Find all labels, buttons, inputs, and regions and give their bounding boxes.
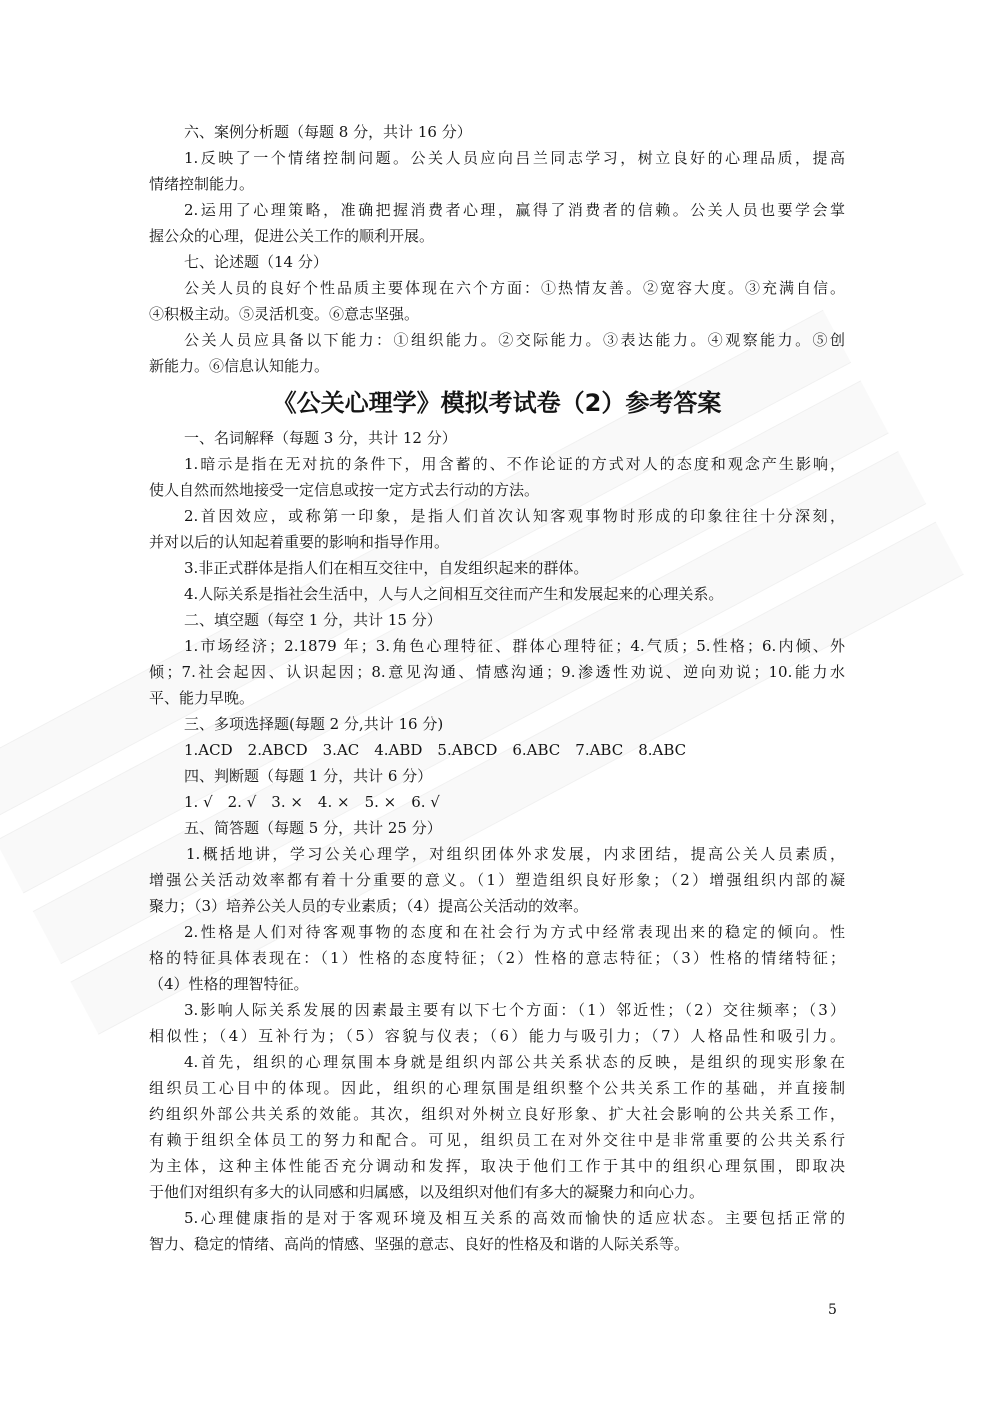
paragraph-line: 倾；7.社会起因、认识起因；8.意见沟通、情感沟通；9.渗透性劝说、逆向劝说；10.能力水	[149, 663, 845, 681]
paragraph-line: 增强公关活动效率都有着十分重要的意义。（1）塑造组织良好形象；（2）增强组织内部的凝	[149, 871, 845, 889]
paragraph-line: 使人自然而然地接受一定信息或按一定方式去行动的方法。	[149, 481, 540, 499]
paragraph-line: 1.市场经济；2.1879 年；3.角色心理特征、群体心理特征；4.气质；5.性格；6.内倾、外	[184, 637, 845, 655]
paragraph-line: 并对以后的认知起着重要的影响和指导作用。	[149, 533, 450, 551]
paragraph-line: 平、能力早晚。	[149, 689, 255, 707]
part2-heading: 二、填空题（每空 1 分，共计 15 分）	[184, 611, 442, 629]
paragraph-line: 组织员工心目中的体现。因此，组织的心理氛围是组织整个公共关系工作的基础，并直接制	[149, 1079, 845, 1097]
paragraph-line: 握公众的心理，促进公关工作的顺利开展。	[149, 227, 435, 245]
paragraph-line: 4.人际关系是指社会生活中，人与人之间相互交往而产生和发展起来的心理关系。	[184, 585, 724, 603]
paragraph-line: 1.概括地讲，学习公关心理学，对组织团体外求发展，内求团结，提高公关人员素质，	[186, 845, 845, 863]
paragraph-line: 情绪控制能力。	[149, 175, 255, 193]
paragraph-line: 2.性格是人们对待客观事物的态度和在社会行为方式中经常表现出来的稳定的倾向。性	[184, 923, 845, 941]
part3-heading: 三、多项选择题(每题 2 分,共计 16 分)	[184, 715, 444, 733]
part5-heading: 五、简答题（每题 5 分，共计 25 分）	[184, 819, 442, 837]
paragraph-line: 格的特征具体表现在：（1）性格的态度特征；（2）性格的意志特征；（3）性格的情绪特征；	[149, 949, 845, 967]
page-number: 5	[828, 1302, 837, 1318]
paragraph-line: 新能力。⑥信息认知能力。	[149, 357, 330, 375]
paragraph-line: 3.非正式群体是指人们在相互交往中，自发组织起来的群体。	[184, 559, 589, 577]
paragraph-line: 聚力；（3）培养公关人员的专业素质；（4）提高公关活动的效率。	[149, 897, 589, 915]
section7-heading: 七、论述题（14 分）	[184, 253, 328, 271]
paragraph-line: 为主体，这种主体性能否充分调动和发挥，取决于他们工作于其中的组织心理氛围，即取决	[149, 1157, 845, 1175]
paragraph-line: 约组织外部公共关系的效能。其次，组织对外树立良好形象、扩大社会影响的公共关系工作，	[149, 1105, 845, 1123]
paragraph-line: 相似性；（4）互补行为；（5）容貌与仪表；（6）能力与吸引力；（7）人格品性和吸引力。	[149, 1027, 845, 1045]
paragraph-line: 4.首先，组织的心理氛围本身就是组织内部公共关系状态的反映，是组织的现实形象在	[184, 1053, 845, 1071]
document-title: 《公关心理学》模拟考试卷（2）参考答案	[272, 389, 722, 417]
paragraph-line: 公关人员的良好个性品质主要体现在六个方面：①热情友善。②宽容大度。③充满自信。	[184, 279, 845, 297]
paragraph-line: 1.反映了一个情绪控制问题。公关人员应向吕兰同志学习，树立良好的心理品质，提高	[184, 149, 845, 167]
section6-heading: 六、案例分析题（每题 8 分，共计 16 分）	[184, 123, 472, 141]
paragraph-line: ④积极主动。⑤灵活机变。⑥意志坚强。	[149, 305, 420, 323]
part1-heading: 一、名词解释（每题 3 分，共计 12 分）	[184, 429, 457, 447]
paragraph-line: 5.心理健康指的是对于客观环境及相互关系的高效而愉快的适应状态。主要包括正常的	[184, 1209, 845, 1227]
paragraph-line: 2.运用了心理策略，准确把握消费者心理，赢得了消费者的信赖。公关人员也要学会掌	[184, 201, 845, 219]
multiple-choice-answers: 1.ACD 2.ABCD 3.AC 4.ABD 5.ABCD 6.ABC 7.ABC 8.ABC	[184, 741, 687, 759]
true-false-answers: 1. √ 2. √ 3. × 4. × 5. × 6. √	[184, 793, 440, 811]
paragraph-line: 2.首因效应，或称第一印象，是指人们首次认知客观事物时形成的印象往往十分深刻，	[184, 507, 845, 525]
paragraph-line: 1.暗示是指在无对抗的条件下，用含蓄的、不作论证的方式对人的态度和观念产生影响，	[184, 455, 845, 473]
paragraph-line: （4）性格的理智特征。	[149, 975, 309, 993]
paragraph-line: 公关人员应具备以下能力：①组织能力。②交际能力。③表达能力。④观察能力。⑤创	[184, 331, 845, 349]
paragraph-line: 3.影响人际关系发展的因素最主要有以下七个方面：（1）邻近性；（2）交往频率；（3）	[184, 1001, 845, 1019]
paragraph-line: 有赖于组织全体员工的努力和配合。可见，组织员工在对外交往中是非常重要的公共关系行	[149, 1131, 845, 1149]
document-body	[149, 119, 845, 1257]
paragraph-line: 智力、稳定的情绪、高尚的情感、坚强的意志、良好的性格及和谐的人际关系等。	[149, 1235, 690, 1253]
paragraph-line: 于他们对组织有多大的认同感和归属感，以及组织对他们有多大的凝聚力和向心力。	[149, 1183, 705, 1201]
part4-heading: 四、判断题（每题 1 分，共计 6 分）	[184, 767, 433, 785]
